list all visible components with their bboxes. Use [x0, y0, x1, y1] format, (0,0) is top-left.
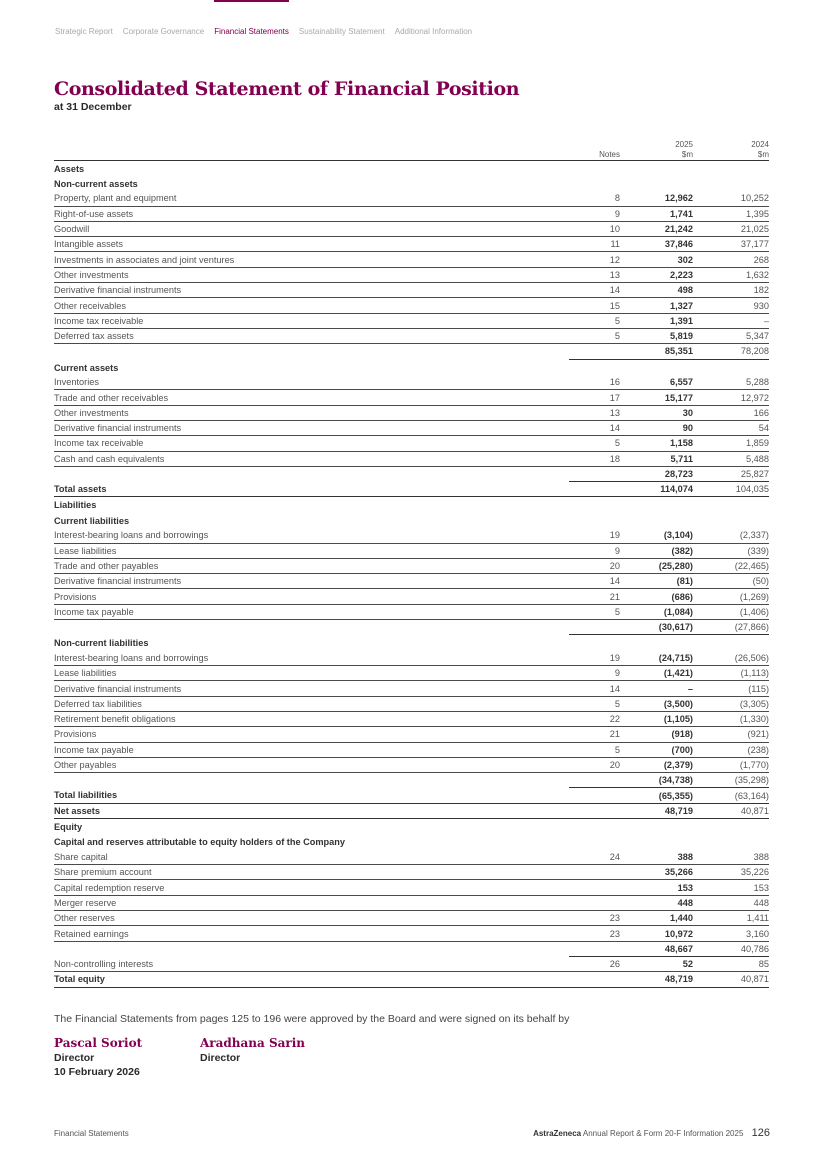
value-2025: 1,391	[620, 313, 693, 328]
line-item-label: Investments in associates and joint ventures	[54, 252, 569, 267]
table-row	[54, 574, 769, 589]
value-2025: 28,723	[620, 466, 693, 481]
note-ref: 23	[569, 926, 620, 941]
value-2024: 12,972	[693, 390, 769, 405]
table-row	[54, 696, 769, 711]
table-row	[54, 604, 769, 619]
value-2025: (382)	[620, 543, 693, 558]
table-row	[54, 681, 769, 696]
table-row	[54, 727, 769, 742]
note-ref: 13	[569, 267, 620, 282]
value-2024: (63,164)	[693, 788, 769, 803]
value-2024: (27,866)	[693, 620, 769, 635]
table-row	[54, 221, 769, 236]
line-item-label: Trade and other receivables	[54, 390, 569, 405]
total-row	[54, 972, 769, 987]
header-py-year: 2024	[751, 139, 769, 149]
table-row	[54, 436, 769, 451]
value-2025: 52	[620, 956, 693, 971]
line-item-label: Total liabilities	[54, 788, 569, 803]
section-heading-row	[54, 834, 769, 849]
line-item-label: Provisions	[54, 727, 569, 742]
table-row	[54, 283, 769, 298]
line-item-label: Interest-bearing loans and borrowings	[54, 528, 569, 543]
table-row	[54, 895, 769, 910]
total-row	[54, 788, 769, 803]
header-py-unit: $m	[757, 149, 769, 159]
note-ref: 15	[569, 298, 620, 313]
value-2024: (339)	[693, 543, 769, 558]
note-ref: 21	[569, 589, 620, 604]
header-cy-year: 2025	[675, 139, 693, 149]
note-ref	[569, 344, 620, 359]
value-2025: (1,421)	[620, 666, 693, 681]
value-2025: 1,440	[620, 911, 693, 926]
line-item-label: Property, plant and equipment	[54, 191, 569, 206]
table-row	[54, 252, 769, 267]
line-item-label: Inventories	[54, 375, 569, 390]
note-ref: 14	[569, 283, 620, 298]
table-row	[54, 298, 769, 313]
signatory-1	[54, 1036, 142, 1078]
page-subtitle: at 31 December	[54, 101, 132, 113]
value-2024: 5,347	[693, 328, 769, 343]
value-2025: 48,719	[620, 803, 693, 818]
header-2025	[620, 138, 693, 160]
header-notes: Notes	[569, 138, 620, 160]
value-2024: (35,298)	[693, 773, 769, 788]
table-row	[54, 451, 769, 466]
note-ref: 16	[569, 375, 620, 390]
value-2025: 2,223	[620, 267, 693, 282]
total-row	[54, 482, 769, 497]
line-item-label	[54, 620, 569, 635]
line-item-label: Goodwill	[54, 221, 569, 236]
header-label-cell	[54, 138, 569, 160]
value-2025: 90	[620, 420, 693, 435]
value-2024: 37,177	[693, 237, 769, 252]
value-2025: (700)	[620, 742, 693, 757]
subtotal-row	[54, 620, 769, 635]
value-2024: (50)	[693, 574, 769, 589]
note-ref	[569, 620, 620, 635]
section-heading-row	[54, 512, 769, 527]
note-ref: 22	[569, 712, 620, 727]
line-item-label: Retirement benefit obligations	[54, 712, 569, 727]
table-row	[54, 420, 769, 435]
value-2024: 40,786	[693, 941, 769, 956]
note-ref: 14	[569, 681, 620, 696]
value-2024: 1,411	[693, 911, 769, 926]
table-row	[54, 911, 769, 926]
value-2024: 182	[693, 283, 769, 298]
value-2024: (1,113)	[693, 666, 769, 681]
section-heading-row	[54, 160, 769, 176]
note-ref	[569, 803, 620, 818]
note-ref: 20	[569, 757, 620, 772]
table-row	[54, 589, 769, 604]
line-item-label: Total equity	[54, 972, 569, 987]
line-item-label: Derivative financial instruments	[54, 420, 569, 435]
value-2025: (1,084)	[620, 604, 693, 619]
value-2024: 5,288	[693, 375, 769, 390]
signatory-name: Pascal Soriot	[54, 1036, 143, 1050]
note-ref	[569, 466, 620, 481]
value-2025: (3,500)	[620, 696, 693, 711]
value-2024: 5,488	[693, 451, 769, 466]
value-2025: 302	[620, 252, 693, 267]
line-item-label: Income tax payable	[54, 742, 569, 757]
value-2024: 388	[693, 849, 769, 864]
approval-statement: The Financial Statements from pages 125 to 196 were approved by the Board and were signed on its behalf by	[54, 1013, 570, 1025]
table-row	[54, 880, 769, 895]
line-item-label: Share premium account	[54, 865, 569, 880]
line-item-label: Derivative financial instruments	[54, 574, 569, 589]
line-item-label: Other investments	[54, 405, 569, 420]
table-row	[54, 543, 769, 558]
value-2024: 78,208	[693, 344, 769, 359]
note-ref: 10	[569, 221, 620, 236]
section-title: Equity	[54, 822, 83, 833]
table-row	[54, 712, 769, 727]
value-2024: 1,632	[693, 267, 769, 282]
note-ref: 11	[569, 237, 620, 252]
value-2025: 153	[620, 880, 693, 895]
line-item-label: Trade and other payables	[54, 558, 569, 573]
line-item-label: Net assets	[54, 803, 569, 818]
line-item-label: Interest-bearing loans and borrowings	[54, 650, 569, 665]
line-item-label: Derivative financial instruments	[54, 681, 569, 696]
section-title: Liabilities	[54, 500, 97, 511]
value-2025: (65,355)	[620, 788, 693, 803]
line-item-label	[54, 773, 569, 788]
footer-report-title: Annual Report & Form 20-F Information 2025	[582, 1129, 744, 1138]
value-2024: (921)	[693, 727, 769, 742]
table-row	[54, 375, 769, 390]
subsection-title: Capital and reserves attributable to equity holders of the Company	[54, 837, 345, 848]
table-row	[54, 666, 769, 681]
signatory-2	[200, 1036, 305, 1064]
value-2024: (1,269)	[693, 589, 769, 604]
footer-section-label: Financial Statements	[54, 1129, 129, 1138]
section-heading-row	[54, 497, 769, 513]
value-2024: (238)	[693, 742, 769, 757]
note-ref	[569, 941, 620, 956]
table-row	[54, 328, 769, 343]
table-row	[54, 206, 769, 221]
value-2024: (2,337)	[693, 528, 769, 543]
value-2025: 1,327	[620, 298, 693, 313]
value-2024: 35,226	[693, 865, 769, 880]
note-ref	[569, 788, 620, 803]
note-ref: 8	[569, 191, 620, 206]
total-row	[54, 803, 769, 818]
nav-additional-information[interactable]: Additional Information	[394, 27, 473, 36]
value-2025: 48,719	[620, 972, 693, 987]
note-ref: 14	[569, 574, 620, 589]
line-item-label: Other investments	[54, 267, 569, 282]
note-ref: 5	[569, 696, 620, 711]
value-2025: 5,711	[620, 451, 693, 466]
line-item-label: Other reserves	[54, 911, 569, 926]
value-2024: 448	[693, 895, 769, 910]
value-2024: 25,827	[693, 466, 769, 481]
value-2025: 30	[620, 405, 693, 420]
note-ref: 5	[569, 313, 620, 328]
value-2024: (1,330)	[693, 712, 769, 727]
line-item-label: Total assets	[54, 482, 569, 497]
note-ref: 9	[569, 206, 620, 221]
value-2025: 85,351	[620, 344, 693, 359]
value-2024: (26,506)	[693, 650, 769, 665]
value-2025: 1,741	[620, 206, 693, 221]
value-2024: 1,859	[693, 436, 769, 451]
value-2025: 1,158	[620, 436, 693, 451]
line-item-label: Capital redemption reserve	[54, 880, 569, 895]
value-2025: (81)	[620, 574, 693, 589]
value-2024: 21,025	[693, 221, 769, 236]
table-row	[54, 865, 769, 880]
note-ref: 5	[569, 742, 620, 757]
note-ref: 13	[569, 405, 620, 420]
table-row	[54, 956, 769, 971]
subsection-title: Non-current assets	[54, 178, 138, 189]
line-item-label: Lease liabilities	[54, 543, 569, 558]
line-item-label: Deferred tax liabilities	[54, 696, 569, 711]
line-item-label: Income tax payable	[54, 604, 569, 619]
line-item-label: Deferred tax assets	[54, 328, 569, 343]
line-item-label: Lease liabilities	[54, 666, 569, 681]
line-item-label: Right-of-use assets	[54, 206, 569, 221]
line-item-label: Other receivables	[54, 298, 569, 313]
line-item-label: Retained earnings	[54, 926, 569, 941]
table-row	[54, 405, 769, 420]
section-heading-row	[54, 819, 769, 835]
table-row	[54, 558, 769, 573]
note-ref: 14	[569, 420, 620, 435]
value-2024: (3,305)	[693, 696, 769, 711]
section-heading-row	[54, 176, 769, 191]
value-2024: 3,160	[693, 926, 769, 941]
header-2024	[693, 138, 769, 160]
line-item-label	[54, 344, 569, 359]
signatory-role: Director	[54, 1052, 95, 1064]
subsection-title: Current assets	[54, 362, 119, 373]
subtotal-row	[54, 941, 769, 956]
note-ref	[569, 865, 620, 880]
note-ref	[569, 895, 620, 910]
line-item-label: Income tax receivable	[54, 436, 569, 451]
table-row	[54, 390, 769, 405]
note-ref	[569, 880, 620, 895]
table-row	[54, 757, 769, 772]
subtotal-row	[54, 773, 769, 788]
page-number: 126	[751, 1127, 770, 1139]
value-2024: 1,395	[693, 206, 769, 221]
footer-brand: AstraZeneca	[533, 1129, 582, 1138]
value-2024: 268	[693, 252, 769, 267]
value-2025: (686)	[620, 589, 693, 604]
note-ref	[569, 972, 620, 987]
subsection-title: Current liabilities	[54, 515, 130, 526]
value-2024: 10,252	[693, 191, 769, 206]
line-item-label: Provisions	[54, 589, 569, 604]
value-2024: 54	[693, 420, 769, 435]
section-title: Assets	[54, 163, 85, 174]
financial-position-table	[54, 138, 769, 988]
value-2025: (25,280)	[620, 558, 693, 573]
value-2025: 448	[620, 895, 693, 910]
note-ref: 18	[569, 451, 620, 466]
section-navigation	[55, 0, 482, 40]
line-item-label: Intangible assets	[54, 237, 569, 252]
subtotal-row	[54, 344, 769, 359]
note-ref	[569, 482, 620, 497]
value-2024: 40,871	[693, 972, 769, 987]
note-ref: 5	[569, 436, 620, 451]
table-row	[54, 267, 769, 282]
note-ref: 12	[569, 252, 620, 267]
value-2025: (24,715)	[620, 650, 693, 665]
value-2024: 166	[693, 405, 769, 420]
value-2025: (3,104)	[620, 528, 693, 543]
line-item-label: Non-controlling interests	[54, 956, 569, 971]
line-item-label: Share capital	[54, 849, 569, 864]
line-item-label: Merger reserve	[54, 895, 569, 910]
value-2024: 104,035	[693, 482, 769, 497]
note-ref: 26	[569, 956, 620, 971]
note-ref: 9	[569, 543, 620, 558]
value-2025: (1,105)	[620, 712, 693, 727]
table-row	[54, 650, 769, 665]
line-item-label: Cash and cash equivalents	[54, 451, 569, 466]
value-2025: 21,242	[620, 221, 693, 236]
line-item-label: Other payables	[54, 757, 569, 772]
value-2024: –	[693, 313, 769, 328]
value-2025: 15,177	[620, 390, 693, 405]
nav-corporate-governance[interactable]: Corporate Governance	[122, 27, 205, 36]
table-row	[54, 742, 769, 757]
value-2025: (918)	[620, 727, 693, 742]
table-row	[54, 313, 769, 328]
section-heading-row	[54, 359, 769, 375]
nav-strategic-report[interactable]: Strategic Report	[55, 27, 113, 36]
note-ref: 5	[569, 328, 620, 343]
section-heading-row	[54, 635, 769, 651]
note-ref: 23	[569, 911, 620, 926]
value-2025: 48,667	[620, 941, 693, 956]
value-2024: 153	[693, 880, 769, 895]
note-ref: 19	[569, 528, 620, 543]
value-2025: 10,972	[620, 926, 693, 941]
value-2024: (115)	[693, 681, 769, 696]
value-2025: 37,846	[620, 237, 693, 252]
note-ref: 9	[569, 666, 620, 681]
value-2025: 6,557	[620, 375, 693, 390]
signatory-name: Aradhana Sarin	[200, 1036, 306, 1050]
financial-position-body	[54, 138, 769, 987]
table-row	[54, 528, 769, 543]
value-2024: 85	[693, 956, 769, 971]
value-2025: 388	[620, 849, 693, 864]
value-2025: (30,617)	[620, 620, 693, 635]
value-2024: (1,770)	[693, 757, 769, 772]
footer-report-info	[533, 1127, 770, 1139]
header-cy-unit: $m	[681, 149, 693, 159]
value-2025: (34,738)	[620, 773, 693, 788]
note-ref: 5	[569, 604, 620, 619]
value-2025: 12,962	[620, 191, 693, 206]
value-2024: 930	[693, 298, 769, 313]
value-2025: (2,379)	[620, 757, 693, 772]
value-2025: 35,266	[620, 865, 693, 880]
table-row	[54, 191, 769, 206]
line-item-label	[54, 941, 569, 956]
subsection-title: Non-current liabilities	[54, 638, 149, 649]
line-item-label	[54, 466, 569, 481]
table-header-row	[54, 138, 769, 160]
table-row	[54, 237, 769, 252]
table-row	[54, 926, 769, 941]
value-2025: –	[620, 681, 693, 696]
signatory-role: Director	[200, 1052, 241, 1064]
value-2025: 5,819	[620, 328, 693, 343]
subtotal-row	[54, 466, 769, 481]
value-2025: 498	[620, 283, 693, 298]
nav-sustainability-statement[interactable]: Sustainability Statement	[298, 27, 385, 36]
note-ref: 20	[569, 558, 620, 573]
signature-date: 10 February 2026	[54, 1066, 140, 1078]
value-2024: (22,465)	[693, 558, 769, 573]
note-ref: 24	[569, 849, 620, 864]
nav-financial-statements[interactable]: Financial Statements	[214, 0, 289, 40]
value-2024: (1,406)	[693, 604, 769, 619]
page-title: Consolidated Statement of Financial Position	[54, 78, 520, 100]
table-row	[54, 849, 769, 864]
note-ref: 17	[569, 390, 620, 405]
line-item-label: Derivative financial instruments	[54, 283, 569, 298]
value-2024: 40,871	[693, 803, 769, 818]
value-2025: 114,074	[620, 482, 693, 497]
note-ref: 19	[569, 650, 620, 665]
line-item-label: Income tax receivable	[54, 313, 569, 328]
note-ref	[569, 773, 620, 788]
note-ref: 21	[569, 727, 620, 742]
